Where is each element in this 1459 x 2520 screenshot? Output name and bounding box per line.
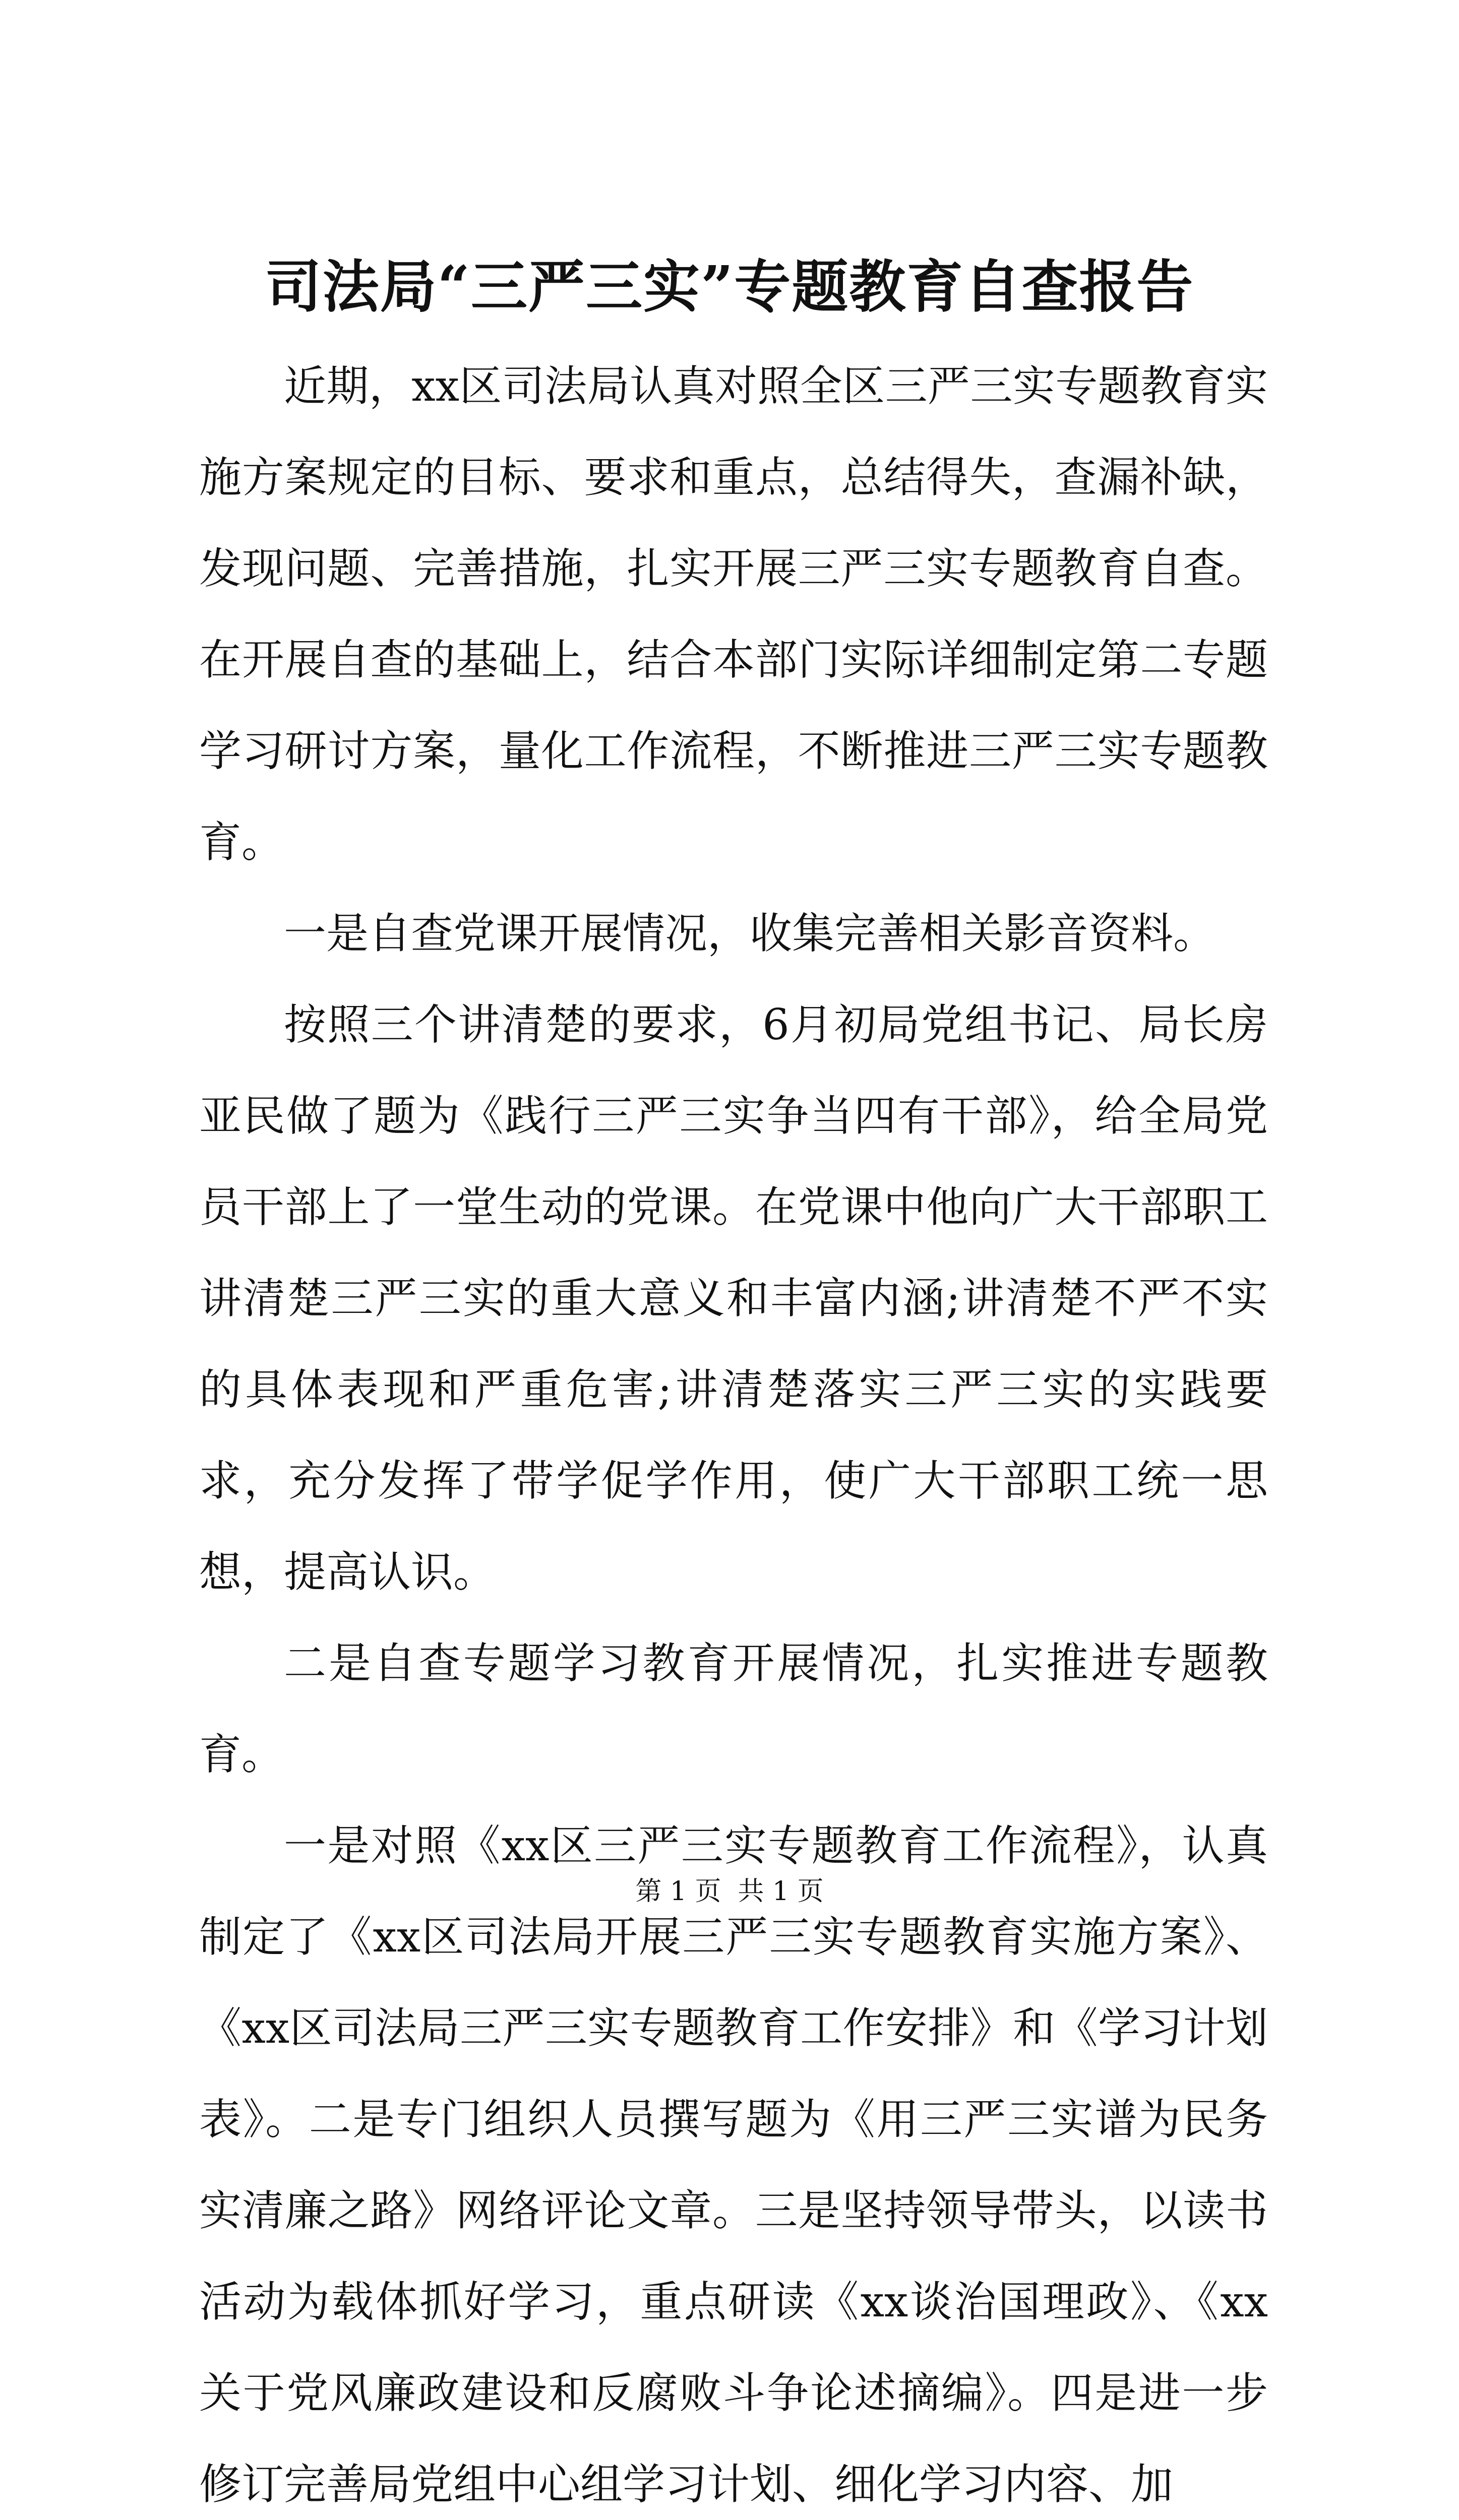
document-title: 司法局“三严三实”专题教育自查报告 [265, 254, 1194, 320]
paragraph-party-lecture: 按照三个讲清楚的要求，6月初局党组书记、局长房亚民做了题为《践行三严三实争当四有干部》，给全局党员干部上了一堂生动的党课。在党课中他向广大干部职工讲清楚三严三实的重大意义和丰富内涵;讲清楚不严不实的具体表现和严重危害;讲清楚落实三严三实的实践要求，充分发挥了带学促学作用，使广大干部职工统一思想，提高认识。 [199, 1000, 1268, 1597]
page-footer [0, 1874, 1459, 1909]
page-number-label: 第 1 页 共 1 页 [635, 1876, 824, 1907]
paragraph-heading-2: 二是自查专题学习教育开展情况，扎实推进专题教育。 [199, 1639, 1268, 1779]
paragraph-intro: 近期，xx区司法局认真对照全区三严三实专题教育实施方案规定的目标、要求和重点，总结得失，查漏补缺，发现问题、完善措施，扎实开展三严三实专题教育自查。在开展自查的基础上，结合本部门实际详细制定第二专题学习研讨方案，量化工作流程，不断推进三严三实专题教育。 [199, 361, 1268, 867]
paragraph-heading-1: 一是自查党课开展情况，收集完善相关影音资料。 [284, 909, 1216, 958]
paragraph-study-measures: 一是对照《xx区三严三实专题教育工作流程》，认真制定了《xx区司法局开展三严三实专题教育实施方案》、《xx区司法局三严三实专题教育工作安排》和《学习计划表》。二是专门组织人员撰写题为《用三严三实谱为民务实清廉之路》网络评论文章。三是坚持领导带头，以读书活动为载体抓好学习，重点研读《xx谈治国理政》、《xx关于党风廉政建设和反腐败斗争论述摘编》。四是进一步修订完善局党组中心组学习计划、细化学习内容、加 [199, 1821, 1268, 2509]
document-body [199, 341, 1268, 2520]
